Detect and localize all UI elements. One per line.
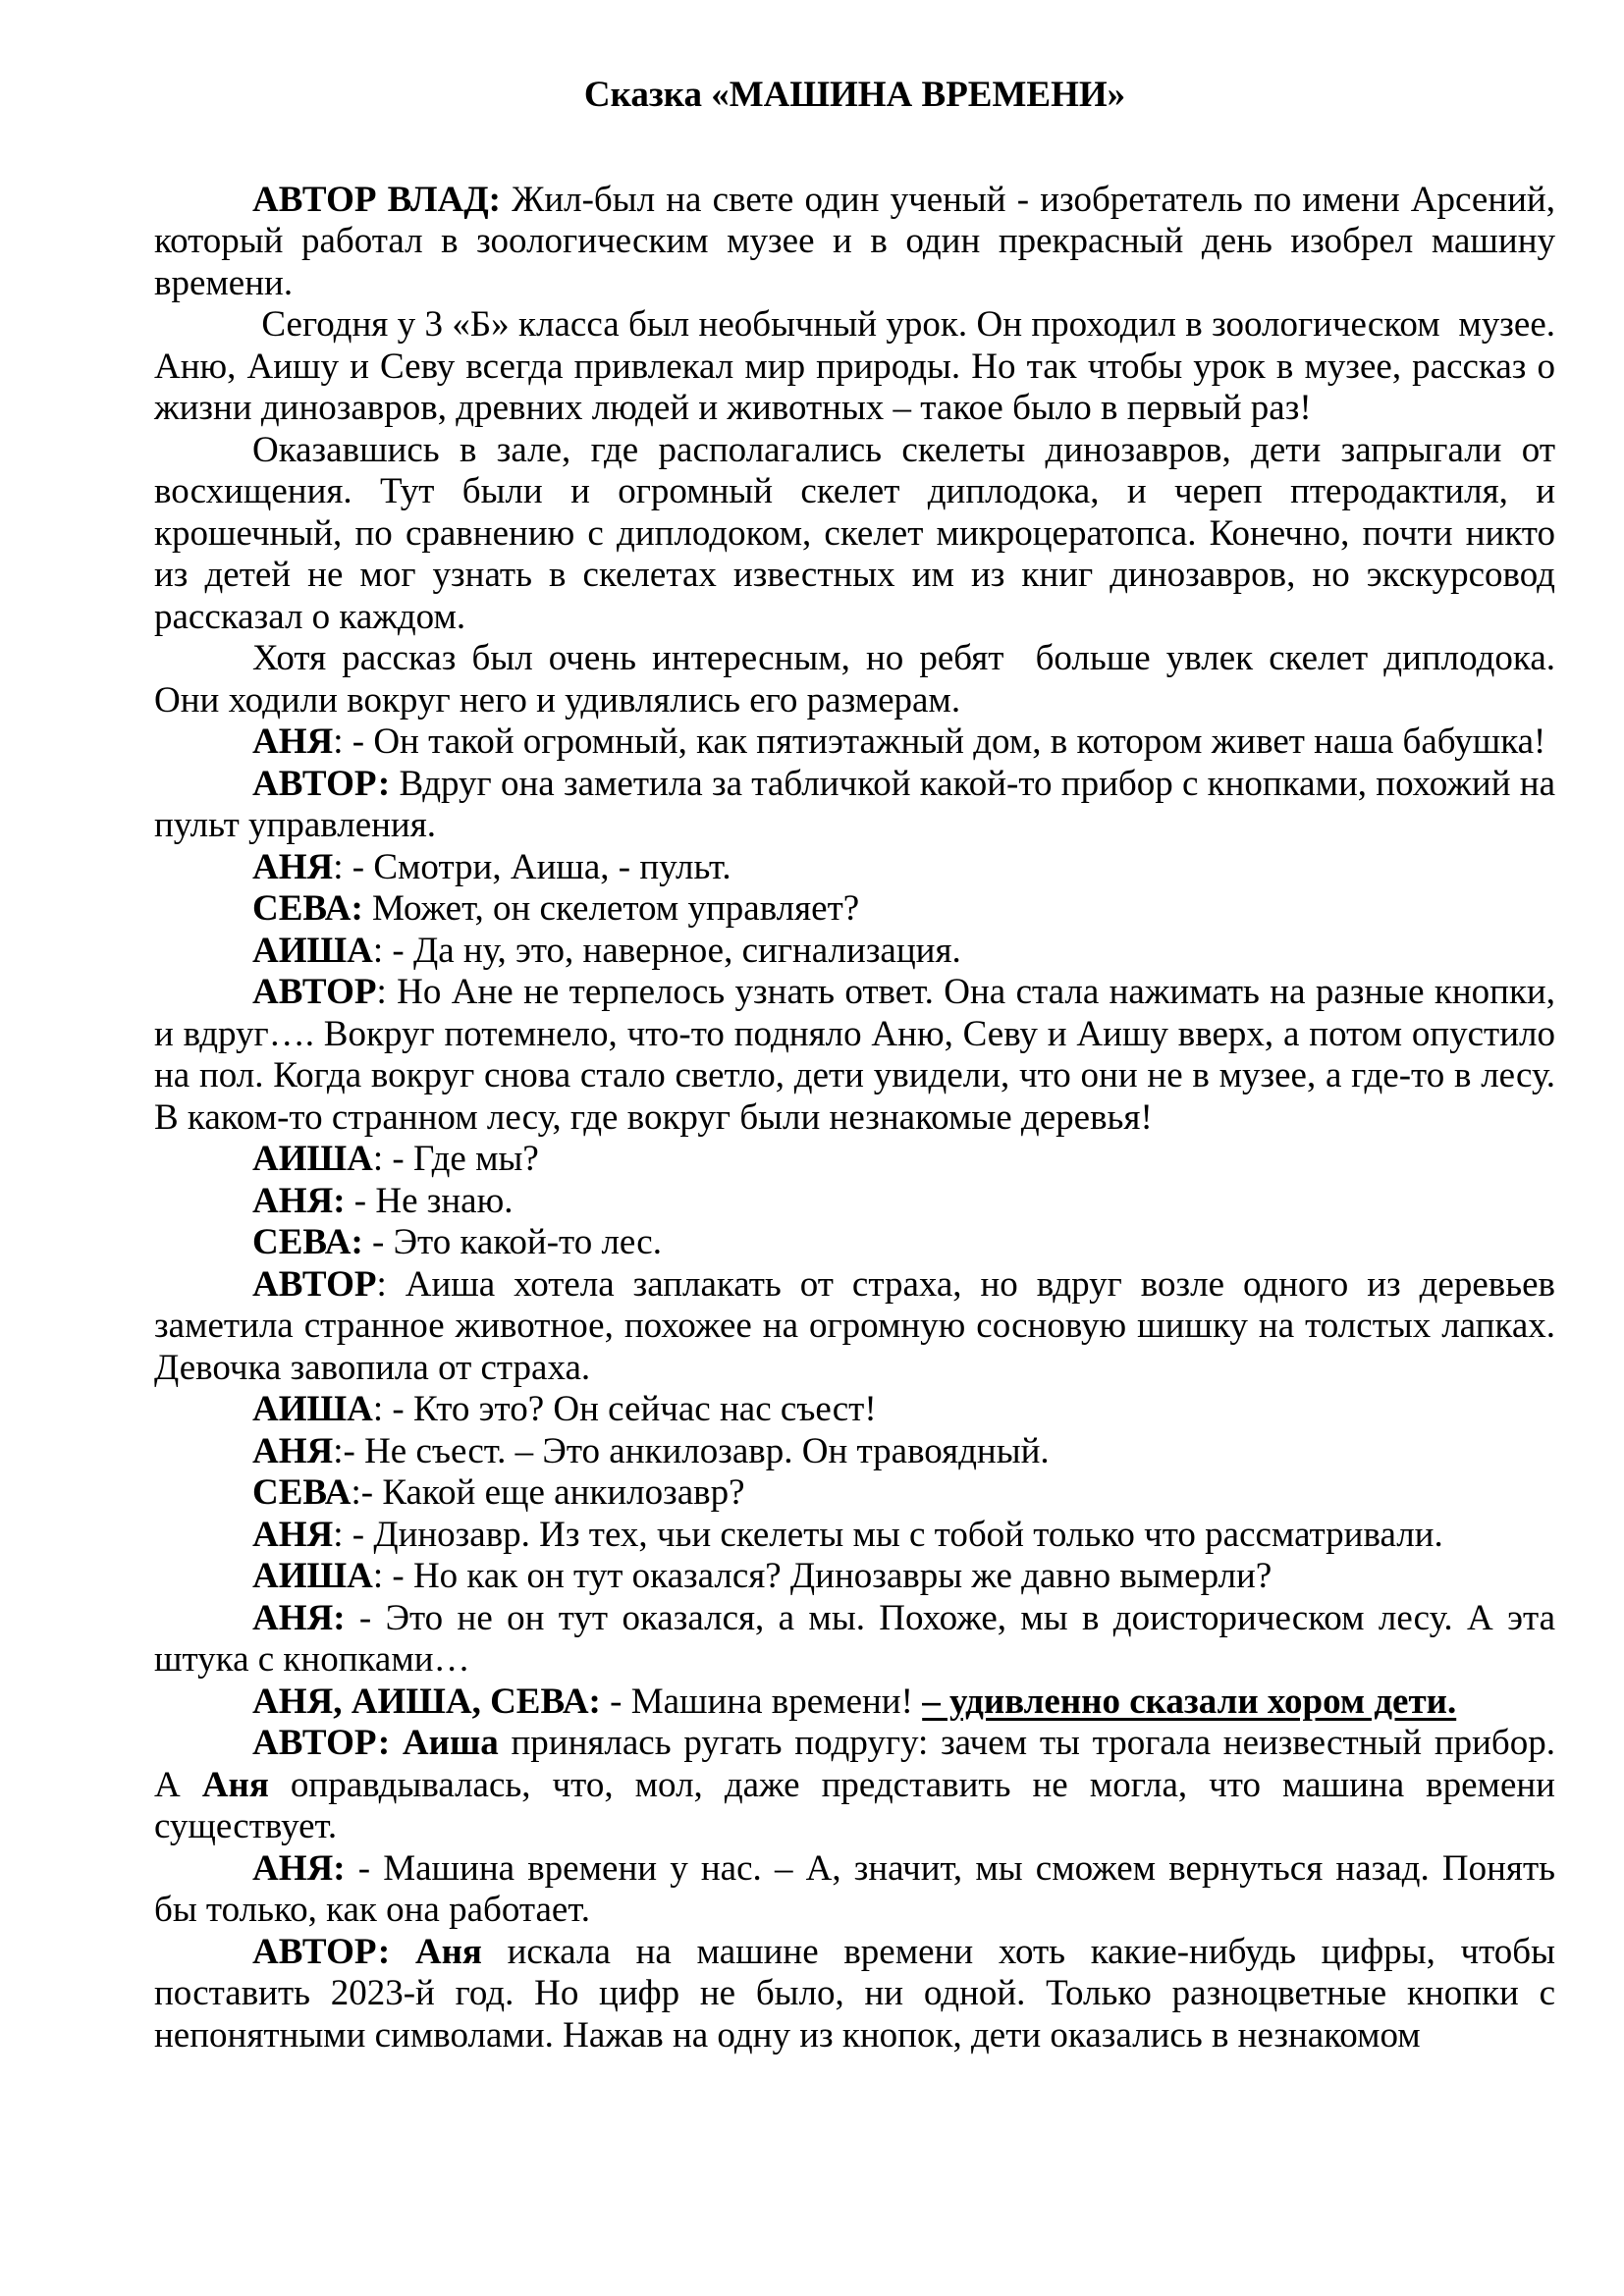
paragraph — [154, 888, 1555, 931]
text-run-bold: АВТОР: — [252, 763, 391, 804]
paragraph — [154, 304, 1565, 430]
text-run: - Машина времени! — [600, 1681, 923, 1722]
text-run: : - Но как он тут оказался? Динозавры же давно вымерли? — [372, 1556, 1272, 1596]
paragraph — [154, 1597, 1565, 1682]
text-run-bold: АНЯ, АИША, СЕВА: — [252, 1681, 601, 1722]
text-run-bold: АНЯ: — [252, 1597, 346, 1638]
document-body — [154, 179, 1565, 2057]
text-run: :- Какой еще анкилозавр? — [351, 1472, 745, 1513]
paragraph — [154, 1222, 1555, 1264]
text-run-bold: АИША — [252, 1139, 373, 1179]
paragraph — [154, 931, 1555, 973]
text-run-bold: АНЯ — [252, 721, 334, 762]
text-run-bold: АИША — [252, 930, 373, 971]
paragraph — [154, 179, 1565, 305]
paragraph — [154, 763, 1565, 847]
text-run-bold: АИША — [252, 1556, 373, 1596]
text-run: : - Где мы? — [372, 1139, 539, 1179]
text-run: Может, он скелетом управляет? — [362, 888, 860, 929]
text-run-bold: АНЯ — [252, 846, 334, 887]
text-run-bold-underline: – удивленно сказали хором дети. — [922, 1681, 1457, 1722]
text-run: : - Да ну, это, наверное, сигнализация. — [372, 930, 961, 971]
text-run: Жил-был на свете один ученый - изобретатель по имени Арсений, который работал в зоологическим музее и в один прекрасный день изобрел машину времени. — [154, 179, 1565, 303]
text-run: искала на машине времени хоть какие-нибудь цифры, чтобы поставить 2023-й год. Но цифр не было, ни одной. Только разноцветные кнопки с непонятными символами. Нажав на одну из кнопок, дети оказались в незнакомом — [154, 1931, 1565, 2056]
document-title: Сказка «МАШИНА ВРЕМЕНИ» — [583, 75, 1126, 115]
text-run-bold: АВТОР: Аиша — [252, 1723, 499, 1763]
paragraph — [154, 1515, 1555, 1557]
paragraph — [154, 1139, 1555, 1181]
paragraph — [154, 847, 1555, 889]
text-run: Хотя рассказ был очень интересным, но ребят больше увлек скелет диплодока. Они ходили вокруг него и удивлялись его размерам. — [154, 638, 1565, 721]
paragraph — [154, 1431, 1555, 1473]
paragraph — [154, 429, 1565, 639]
paragraph — [154, 1556, 1555, 1598]
paragraph — [154, 1389, 1555, 1431]
paragraph — [154, 1472, 1555, 1515]
paragraph — [154, 638, 1565, 721]
text-run: : - Смотри, Аиша, - пульт. — [333, 846, 731, 887]
text-run-bold: АВТОР: Аня — [252, 1931, 482, 1972]
text-run-bold: АВТОР — [252, 972, 377, 1012]
text-run: Сегодня у 3 «Б» класса был необычный урок. Он проходил в зоологическом музее. Аню, Аишу и Севу всегда привлекал мир природы. Но так чтобы урок в музее, рассказ о жизни динозавров, древних людей и животных – такое было в первый раз! — [154, 304, 1565, 428]
paragraph — [154, 1263, 1565, 1390]
text-run: оправдывалась, что, мол, даже представить не могла, что машина времени существует. — [154, 1764, 1565, 1846]
paragraph — [154, 721, 1555, 764]
text-run: : - Кто это? Он сейчас нас съест! — [372, 1389, 877, 1429]
text-run-bold: СЕВА: — [252, 1222, 363, 1262]
text-run: Оказавшись в зале, где располагались скелеты динозавров, дети запрыгали от восхищения. Тут были и огромный скелет диплодока, и череп птеродактиля, и крошечный, по сравнению с диплодоком, скелет микроцератопса. Конечно, почти никто из детей не мог узнать в скелетах известных им из книг динозавров, но экскурсовод рассказал о каждом. — [154, 429, 1565, 637]
text-run: : Аиша хотела заплакать от страха, но вдруг возле одного из деревьев заметила странное животное, похожее на огромную сосновую шишку на толстых лапках. Девочка завопила от страха. — [154, 1263, 1565, 1388]
text-run-bold: АВТОР — [252, 1263, 377, 1305]
text-run-bold: Аня — [201, 1764, 269, 1805]
text-run: Вдруг она заметила за табличкой какой-то прибор с кнопками, похожий на пульт управления. — [154, 763, 1565, 845]
text-run-bold: АИША — [252, 1389, 373, 1429]
text-run: - Машина времени у нас. – А, значит, мы сможем вернуться назад. Понять бы только, как она работает. — [154, 1847, 1565, 1930]
text-run-bold: СЕВА: — [252, 888, 363, 929]
text-run-bold: АНЯ: — [252, 1847, 346, 1889]
text-run: принялась ругать подругу: зачем ты трогала неизвестный прибор. А — [154, 1723, 1565, 1805]
text-run: : - Он такой огромный, как пятиэтажный дом, в котором живет наша бабушка! — [333, 721, 1546, 762]
paragraph — [154, 1181, 1555, 1223]
text-run: : Но Ане не терпелось узнать ответ. Она стала нажимать на разные кнопки, и вдруг…. Вокруг потемнело, что-то подняло Аню, Севу и Аишу вверх, а потом опустило на пол. Когда вокруг снова стало светло, дети увидели, что они не в музее, а где-то в лесу. В каком-то странном лесу, где вокруг были незнакомые деревья! — [154, 972, 1565, 1138]
text-run: - Это не он тут оказался, а мы. Похоже, мы в доисторическом лесу. А эта штука с кнопками… — [154, 1597, 1565, 1680]
paragraph — [154, 1847, 1565, 1932]
text-run: : - Динозавр. Из тех, чьи скелеты мы с тобой только что рассматривали. — [333, 1514, 1443, 1555]
text-run: - Это какой-то лес. — [362, 1222, 662, 1262]
text-run-bold: АНЯ: — [252, 1180, 346, 1221]
paragraph — [154, 1682, 1555, 1724]
paragraph — [154, 972, 1565, 1139]
paragraph — [154, 1931, 1565, 2057]
text-run-bold: АНЯ — [252, 1430, 334, 1471]
text-run-bold: АВТОР ВЛАД: — [252, 179, 513, 220]
text-run-bold: АНЯ — [252, 1514, 334, 1555]
text-run-bold: СЕВА — [252, 1472, 352, 1513]
text-run: - Не знаю. — [345, 1180, 514, 1221]
text-run: :- Не съест. – Это анкилозавр. Он травоядный. — [333, 1430, 1050, 1471]
paragraph — [154, 1723, 1565, 1848]
